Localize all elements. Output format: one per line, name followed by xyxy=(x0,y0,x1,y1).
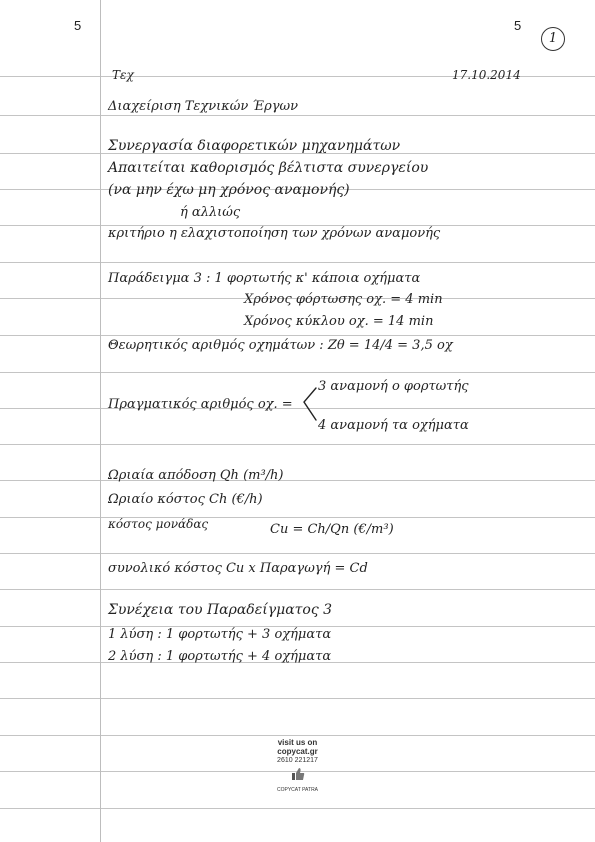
text-line: συνολικό κόστος Cu x Παραγωγή = Cd xyxy=(108,561,368,576)
rule-line xyxy=(0,517,595,518)
footer-visit: visit us on xyxy=(277,738,318,747)
rule-line xyxy=(0,372,595,373)
text-line: Χρόνος κύκλου οχ. = 14 min xyxy=(244,314,434,329)
rule-line xyxy=(0,808,595,809)
rule-line xyxy=(0,698,595,699)
page-number-right: 5 xyxy=(514,18,522,33)
text-line: Απαιτείται καθορισμός βέλτιστα συνεργείου xyxy=(108,160,429,176)
text-line: Cu = Ch/Qn (€/m³) xyxy=(270,522,394,537)
rule-line xyxy=(0,262,595,263)
page-title: Διαχείριση Τεχνικών Έργων xyxy=(108,99,299,114)
circled-page-number: 1 xyxy=(541,27,565,51)
text-line: Παράδειγμα 3 : 1 φορτωτής κ' κάποια οχήματα xyxy=(108,271,421,286)
text-line: Συνεργασία διαφορετικών μηχανημάτων xyxy=(108,138,401,154)
text-line: ή αλλιώς xyxy=(180,205,241,220)
rule-line xyxy=(0,553,595,554)
rule-line xyxy=(0,115,595,116)
rule-line xyxy=(0,408,595,409)
brace-icon xyxy=(300,386,318,426)
rule-line xyxy=(0,335,595,336)
header-tag: Τεχ xyxy=(112,68,134,82)
text-line: Ωριαίο κόστος Ch (€/h) xyxy=(108,492,263,507)
rule-line xyxy=(0,444,595,445)
text-line: Συνέχεια του Παραδείγματος 3 xyxy=(108,602,333,618)
thumbs-up-icon xyxy=(291,767,305,781)
copycat-footer xyxy=(0,738,595,794)
text-line: Χρόνος φόρτωσης οχ. = 4 min xyxy=(244,292,443,307)
page-number-left: 5 xyxy=(74,18,82,33)
rule-line xyxy=(0,735,595,736)
margin-line xyxy=(100,0,101,842)
text-line: 3 αναμονή ο φορτωτής xyxy=(318,379,469,394)
text-line: 4 αναμονή τα οχήματα xyxy=(318,418,469,433)
text-line: 1 λύση : 1 φορτωτής + 3 οχήματα xyxy=(108,627,332,642)
header-date: 17.10.2014 xyxy=(452,68,521,82)
text-line: 2 λύση : 1 φορτωτής + 4 οχήματα xyxy=(108,649,332,664)
text-line: κόστος μονάδας xyxy=(108,517,209,531)
footer-phone: 2610 221217 xyxy=(277,757,318,764)
footer-site: copycat.gr xyxy=(277,747,318,756)
footer-brand: COPYCAT PATRA xyxy=(276,787,319,793)
text-line: Πραγματικός αριθμός οχ. = xyxy=(108,397,293,412)
text-line: Θεωρητικός αριθμός οχημάτων : Zθ = 14/4 = 3,5 οχ xyxy=(108,338,453,353)
rule-line xyxy=(0,589,595,590)
text-line: Ωριαία απόδοση Qh (m³/h) xyxy=(108,468,284,483)
rule-line xyxy=(0,480,595,481)
text-line: (να μην έχω μη χρόνος αναμονής) xyxy=(108,182,350,198)
text-line: κριτήριο η ελαχιστοποίηση των χρόνων αναμονής xyxy=(108,226,441,241)
